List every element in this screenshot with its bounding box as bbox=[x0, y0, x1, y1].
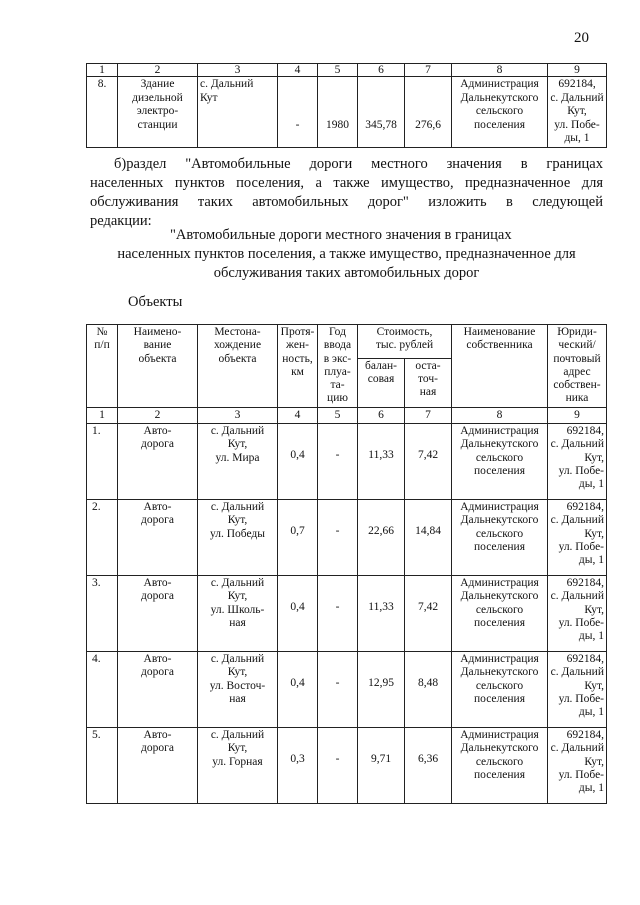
object-name: Авто- дорога bbox=[118, 652, 198, 728]
row-number: 3. bbox=[87, 576, 118, 652]
object-length: 0,4 bbox=[278, 576, 318, 652]
header-name: Наимено- вание объекта bbox=[118, 325, 198, 408]
table-row bbox=[87, 728, 607, 804]
header-owner: Наименование собственника bbox=[452, 325, 548, 408]
objects-label: Объекты bbox=[128, 294, 183, 310]
object-name: Здание дизельной электро- станции bbox=[118, 77, 198, 148]
object-balance-cost: 22,66 bbox=[358, 500, 405, 576]
object-year: - bbox=[318, 500, 358, 576]
page-number: 20 bbox=[574, 30, 589, 46]
owner-address: 692184, с. Дальний Кут, ул. Побе- ды, 1 bbox=[548, 576, 607, 652]
object-length: - bbox=[278, 77, 318, 148]
object-residual-cost: 14,84 bbox=[405, 500, 452, 576]
object-location: с. Дальний Кут, ул. Мира bbox=[198, 424, 278, 500]
owner-address: 692184, с. Дальний Кут, ул. Побе- ды, 1 bbox=[548, 652, 607, 728]
heading-line: населенных пунктов поселения, а также имущество, предназначенное для bbox=[117, 246, 576, 262]
col-number: 6 bbox=[358, 64, 405, 77]
col-number: 4 bbox=[278, 407, 318, 423]
col-number: 6 bbox=[358, 407, 405, 423]
col-number: 8 bbox=[452, 407, 548, 423]
col-number: 1 bbox=[87, 407, 118, 423]
object-balance-cost: 9,71 bbox=[358, 728, 405, 804]
paragraph-line: б)раздел "Автомобильные дороги местного значения в границах bbox=[114, 156, 603, 172]
owner-address: 692184, с. Дальний Кут, ул. Побе- ды, 1 bbox=[548, 77, 607, 148]
col-number: 5 bbox=[318, 407, 358, 423]
table-row bbox=[87, 500, 607, 576]
object-name: Авто- дорога bbox=[118, 424, 198, 500]
heading-line: обслуживания таких автомобильных дорог bbox=[213, 265, 480, 281]
header-cost: Стоимость, тыс. рублей bbox=[358, 325, 452, 359]
col-number: 9 bbox=[548, 64, 607, 77]
owner-name: Администрация Дальнекутского сельского поселения bbox=[452, 652, 548, 728]
row-number: 8. bbox=[87, 77, 118, 148]
object-balance-cost: 12,95 bbox=[358, 652, 405, 728]
object-residual-cost: 7,42 bbox=[405, 424, 452, 500]
object-year: - bbox=[318, 652, 358, 728]
object-location: с. Дальний Кут bbox=[198, 77, 278, 148]
paragraph-line: обслуживания таких автомобильных дорог" изложить в следующей bbox=[90, 194, 603, 210]
object-residual-cost: 7,42 bbox=[405, 576, 452, 652]
object-length: 0,3 bbox=[278, 728, 318, 804]
col-number: 3 bbox=[198, 407, 278, 423]
top-table bbox=[86, 63, 607, 148]
object-location: с. Дальний Кут, ул. Восточ- ная bbox=[198, 652, 278, 728]
header-balance: балан- совая bbox=[358, 358, 405, 407]
row-number: 2. bbox=[87, 500, 118, 576]
col-number: 7 bbox=[405, 64, 452, 77]
object-residual-cost: 276,6 bbox=[405, 77, 452, 148]
header-address: Юриди- ческий/ почтовый адрес собствен- ника bbox=[548, 325, 607, 408]
table-row bbox=[87, 652, 607, 728]
object-location: с. Дальний Кут, ул. Победы bbox=[198, 500, 278, 576]
owner-address: 692184, с. Дальний Кут, ул. Побе- ды, 1 bbox=[548, 500, 607, 576]
col-number: 3 bbox=[198, 64, 278, 77]
owner-name: Администрация Дальнекутского сельского поселения bbox=[452, 728, 548, 804]
object-balance-cost: 345,78 bbox=[358, 77, 405, 148]
row-number: 4. bbox=[87, 652, 118, 728]
top-table-col-numbers bbox=[87, 64, 607, 77]
table-row bbox=[87, 77, 607, 148]
object-length: 0,4 bbox=[278, 424, 318, 500]
table-row bbox=[87, 424, 607, 500]
col-number: 2 bbox=[118, 407, 198, 423]
table-col-numbers bbox=[87, 407, 607, 423]
object-name: Авто- дорога bbox=[118, 576, 198, 652]
col-number: 9 bbox=[548, 407, 607, 423]
row-number: 1. bbox=[87, 424, 118, 500]
object-name: Авто- дорога bbox=[118, 728, 198, 804]
col-number: 4 bbox=[278, 64, 318, 77]
header-length: Протя- жен- ность, км bbox=[278, 325, 318, 408]
object-residual-cost: 6,36 bbox=[405, 728, 452, 804]
object-residual-cost: 8,48 bbox=[405, 652, 452, 728]
object-balance-cost: 11,33 bbox=[358, 576, 405, 652]
col-number: 5 bbox=[318, 64, 358, 77]
object-balance-cost: 11,33 bbox=[358, 424, 405, 500]
object-length: 0,4 bbox=[278, 652, 318, 728]
paragraph-line: населенных пунктов поселения, а также имущество, предназначенное для bbox=[90, 175, 603, 191]
owner-name: Администрация Дальнекутского сельского поселения bbox=[452, 500, 548, 576]
object-year: 1980 bbox=[318, 77, 358, 148]
table-row bbox=[87, 576, 607, 652]
col-number: 2 bbox=[118, 64, 198, 77]
owner-address: 692184, с. Дальний Кут, ул. Побе- ды, 1 bbox=[548, 424, 607, 500]
row-number: 5. bbox=[87, 728, 118, 804]
col-number: 8 bbox=[452, 64, 548, 77]
object-year: - bbox=[318, 424, 358, 500]
object-name: Авто- дорога bbox=[118, 500, 198, 576]
object-length: 0,7 bbox=[278, 500, 318, 576]
table-header-row bbox=[87, 325, 607, 359]
object-location: с. Дальний Кут, ул. Школь- ная bbox=[198, 576, 278, 652]
owner-address: 692184, с. Дальний Кут, ул. Побе- ды, 1 bbox=[548, 728, 607, 804]
col-number: 7 bbox=[405, 407, 452, 423]
heading-line: "Автомобильные дороги местного значения в границах bbox=[170, 227, 512, 243]
objects-table bbox=[86, 324, 607, 804]
object-year: - bbox=[318, 728, 358, 804]
header-num: № п/п bbox=[87, 325, 118, 408]
owner-name: Администрация Дальнекутского сельского поселения bbox=[452, 424, 548, 500]
header-residual: оста- точ- ная bbox=[405, 358, 452, 407]
header-location: Местона- хождение объекта bbox=[198, 325, 278, 408]
owner-name: Администрация Дальнекутского сельского поселения bbox=[452, 77, 548, 148]
object-location: с. Дальний Кут, ул. Горная bbox=[198, 728, 278, 804]
owner-name: Администрация Дальнекутского сельского поселения bbox=[452, 576, 548, 652]
header-year: Год ввода в экс- плуа- та- цию bbox=[318, 325, 358, 408]
paragraph-line: редакции: bbox=[90, 213, 152, 229]
col-number: 1 bbox=[87, 64, 118, 77]
object-year: - bbox=[318, 576, 358, 652]
